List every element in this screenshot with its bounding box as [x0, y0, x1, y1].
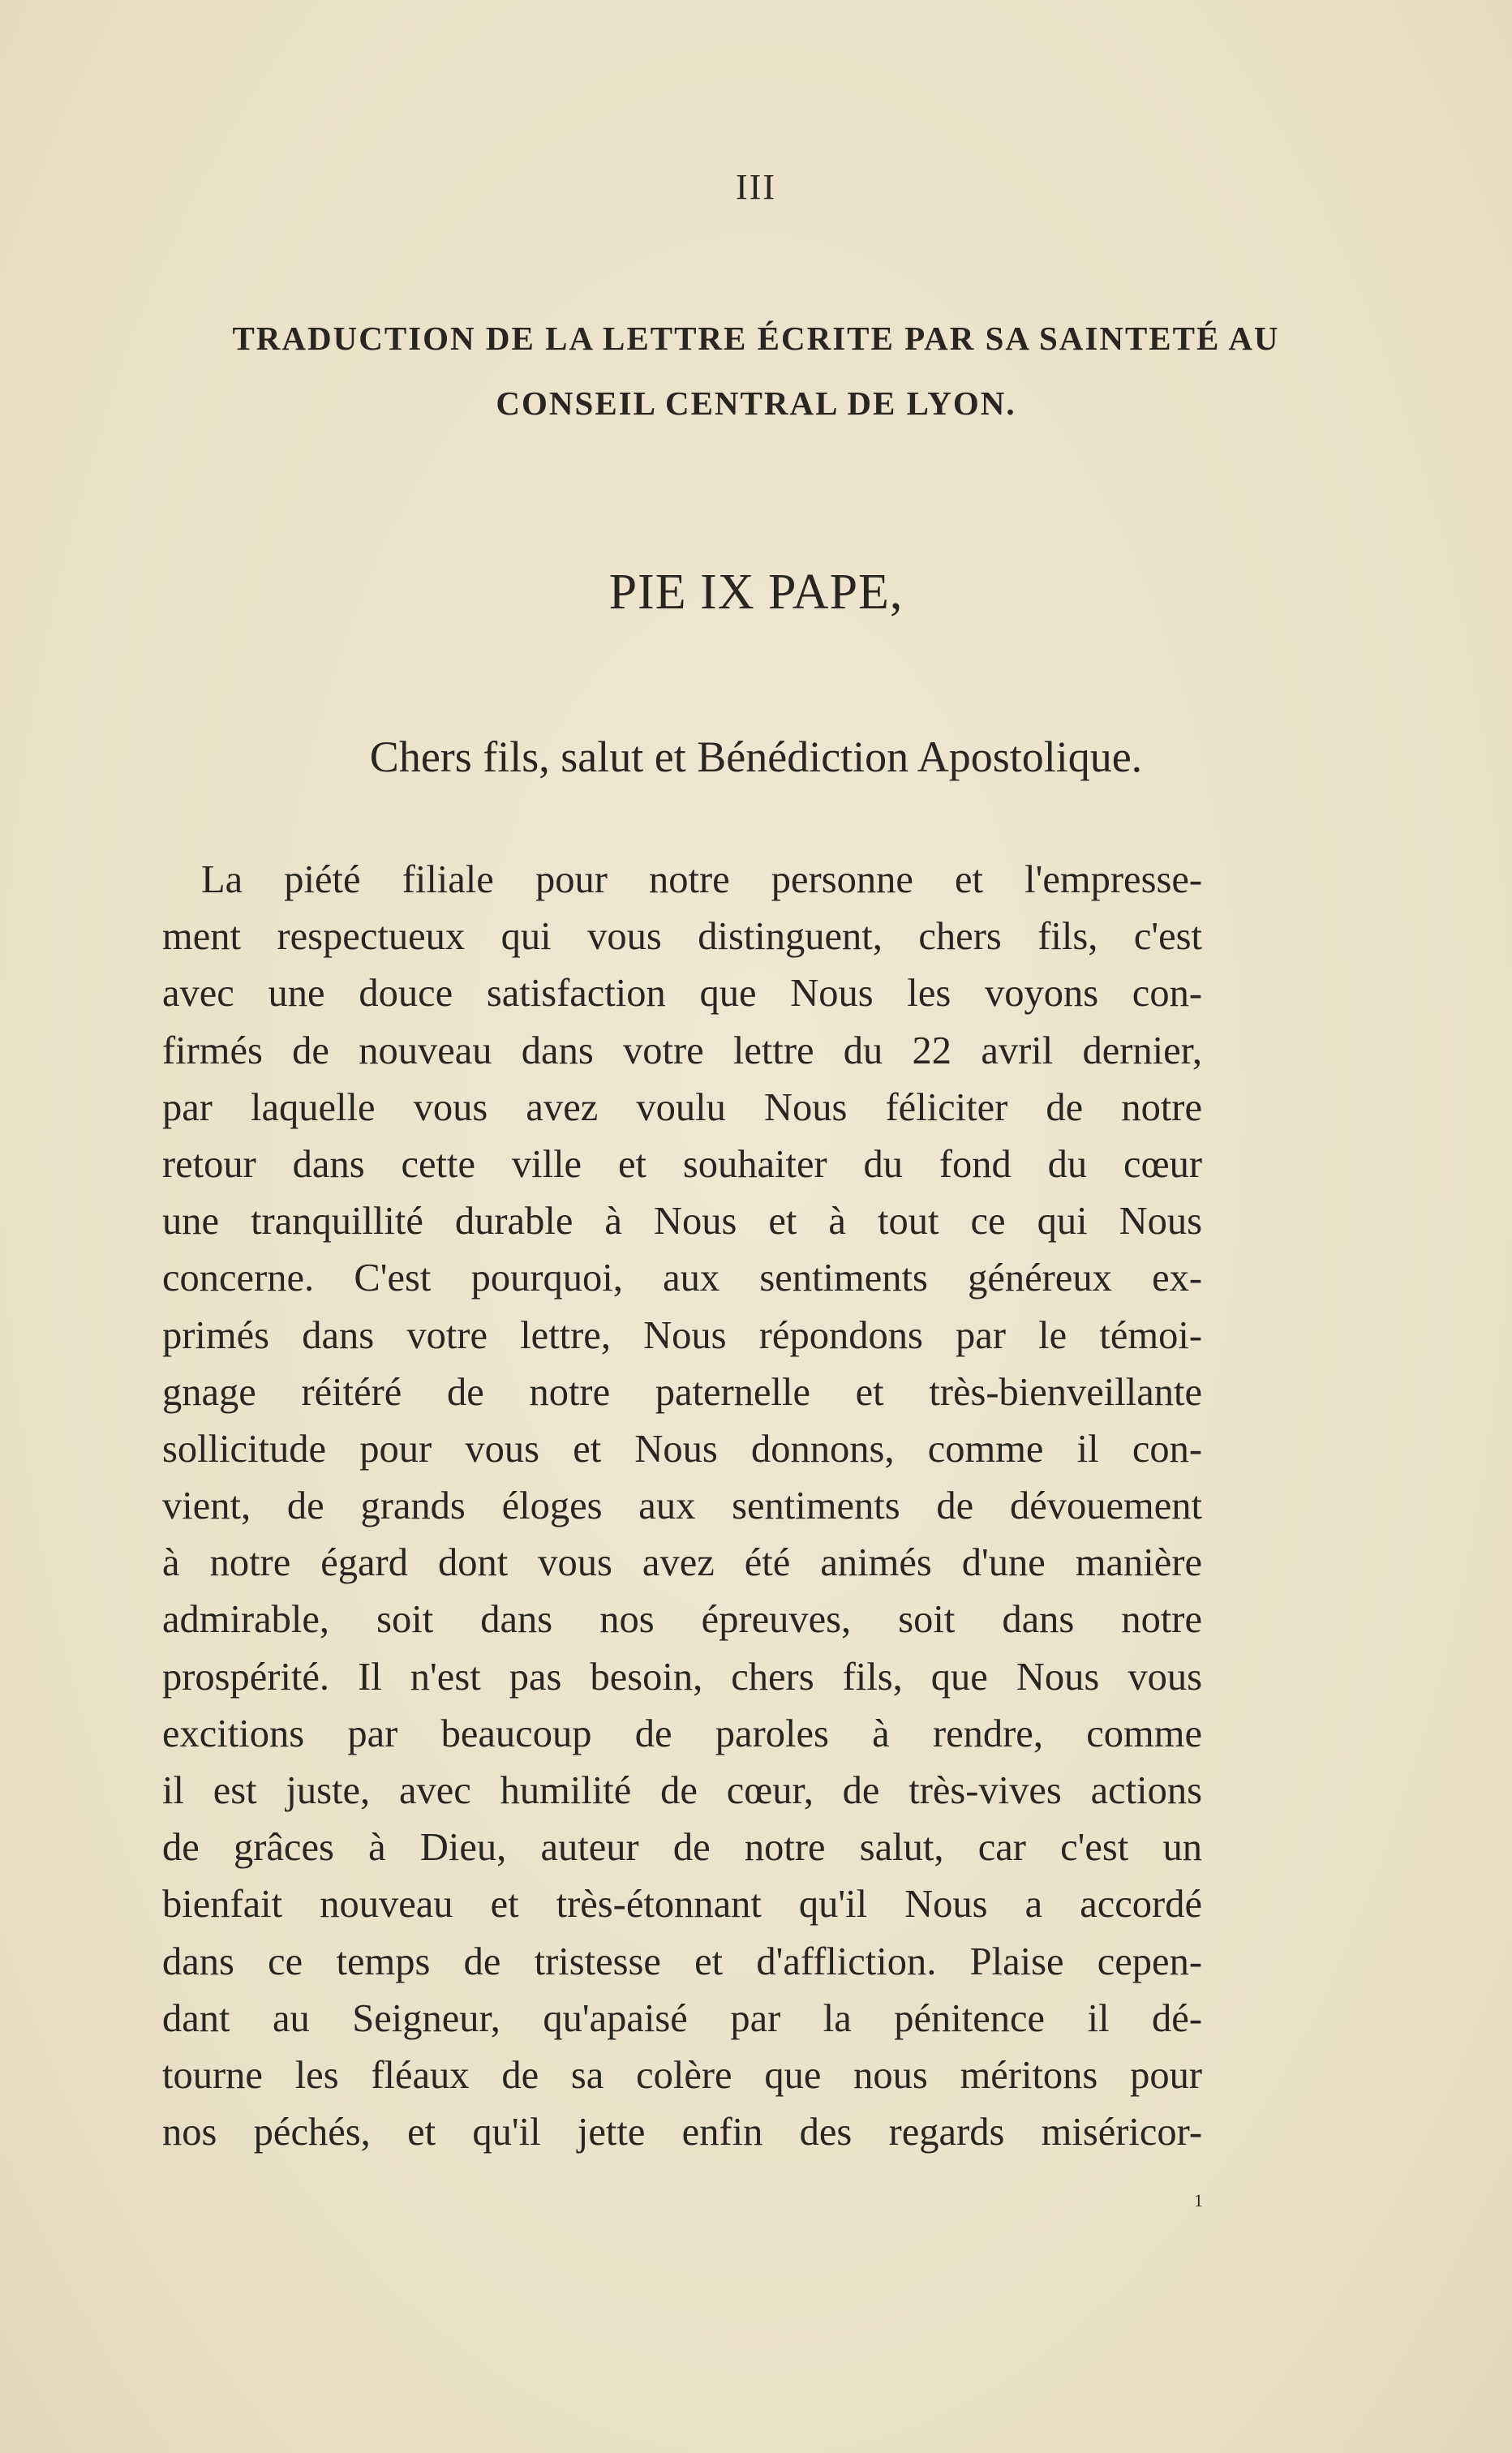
- signature-mark: 1: [1194, 2190, 1203, 2210]
- body-line: il est juste, avec humilité de cœur, de très-vives actions: [162, 1769, 1202, 1812]
- body-line: excitions par beaucoup de paroles à rendre, comme: [162, 1712, 1202, 1755]
- body-line: nos péchés, et qu'il jette enfin des regards miséricor-: [162, 2111, 1202, 2154]
- letter-title: PIE IX PAPE,: [608, 565, 904, 620]
- body-line: prospérité. Il n'est pas besoin, chers fils, que Nous vous: [162, 1655, 1202, 1699]
- body-line: gnage réitéré de notre paternelle et très-bienveillante: [162, 1370, 1202, 1414]
- body-line: à notre égard dont vous avez été animés d'une manière: [162, 1541, 1202, 1585]
- body-line: par laquelle vous avez voulu Nous féliciter de notre: [162, 1085, 1202, 1129]
- letter-heading-line-1: TRADUCTION DE LA LETTRE ÉCRITE PAR SA SAINTETÉ AU: [232, 320, 1280, 357]
- letter-heading-line-2: CONSEIL CENTRAL DE LYON.: [496, 384, 1016, 422]
- body-line: sollicitude pour vous et Nous donnons, comme il con-: [162, 1427, 1202, 1471]
- body-line: de grâces à Dieu, auteur de notre salut, car c'est un: [162, 1826, 1202, 1870]
- body-line: vient, de grands éloges aux sentiments de dévouement: [162, 1484, 1202, 1528]
- body-line: dans ce temps de tristesse et d'affliction. Plaise cepen-: [162, 1940, 1202, 1983]
- letter-body: [162, 852, 1202, 2161]
- body-line: tourne les fléaux de sa colère que nous méritons pour: [162, 2053, 1202, 2097]
- page-number: III: [736, 167, 776, 207]
- body-line: une tranquillité durable à Nous et à tout ce qui Nous: [162, 1200, 1202, 1244]
- body-line: ment respectueux qui vous distinguent, chers fils, c'est: [162, 915, 1202, 959]
- body-line: avec une douce satisfaction que Nous les voyons con-: [162, 972, 1202, 1016]
- body-line: dant au Seigneur, qu'apaisé par la pénitence il dé-: [162, 1996, 1202, 2040]
- body-line: bienfait nouveau et très-étonnant qu'il Nous a accordé: [162, 1883, 1202, 1927]
- body-line: retour dans cette ville et souhaiter du fond du cœur: [162, 1142, 1202, 1186]
- body-line: La piété filiale pour notre personne et l'empresse-: [201, 858, 1202, 901]
- body-line: primés dans votre lettre, Nous répondons par le témoi-: [162, 1313, 1202, 1357]
- salutation: Chers fils, salut et Bénédiction Apostolique.: [369, 732, 1143, 781]
- body-line: admirable, soit dans nos épreuves, soit dans notre: [162, 1598, 1202, 1642]
- body-line: concerne. C'est pourquoi, aux sentiments généreux ex-: [162, 1257, 1202, 1300]
- body-line: firmés de nouveau dans votre lettre du 22 avril dernier,: [162, 1029, 1202, 1072]
